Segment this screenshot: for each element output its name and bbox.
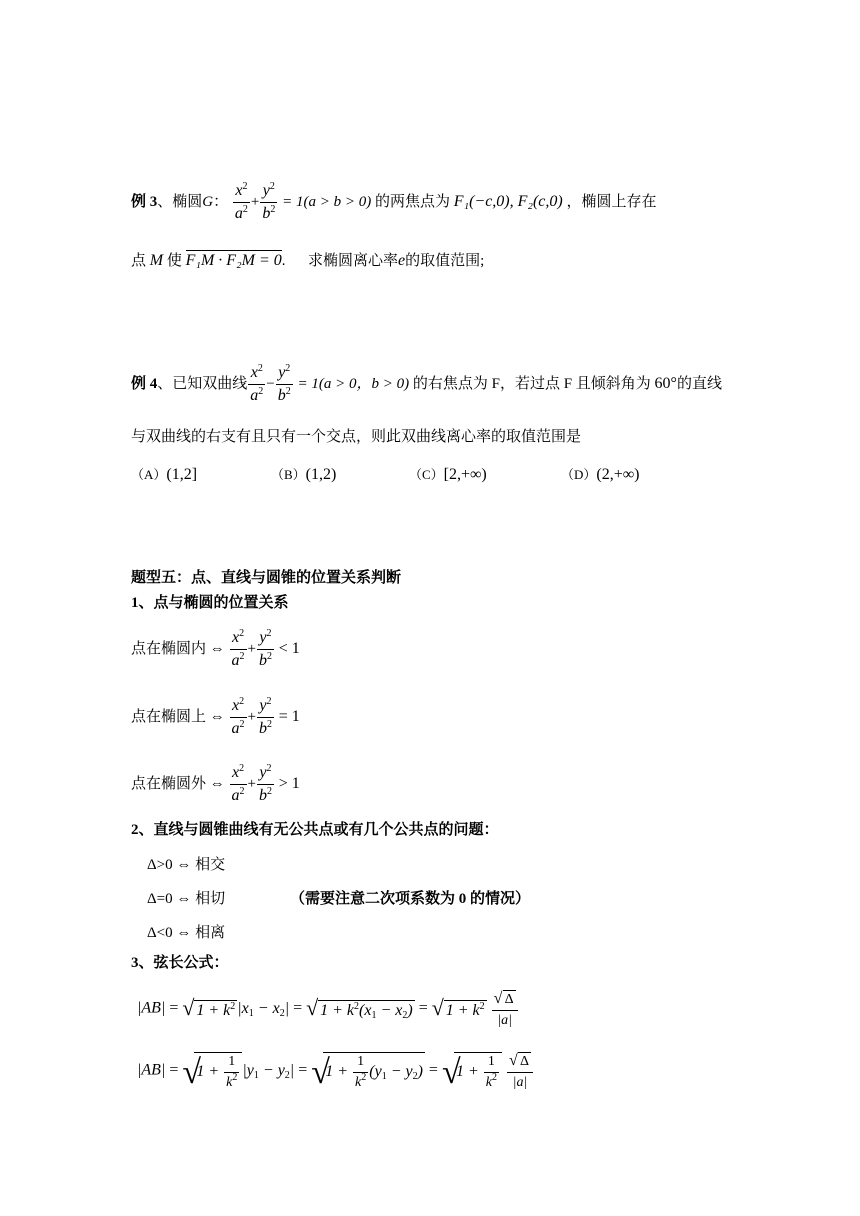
- ex4-line2: 与双曲线的右支有且只有一个交点，则此双曲线离心率的取值范围是: [131, 429, 582, 445]
- option-b-key: （B）: [271, 467, 306, 482]
- delta-eq: Δ=0: [147, 891, 173, 907]
- ex3-text1: 、椭圆: [157, 193, 203, 210]
- ex3-frac-x: $\frac{x^2}{a^2}$: [234, 181, 248, 222]
- ex3-vector-eq: F₁M · F₂M = 0: [185, 252, 282, 269]
- ex3-line2: [131, 253, 484, 269]
- section5-h1: 1、点与椭圆的位置关系: [131, 595, 289, 611]
- inside-relation: < 1: [278, 639, 300, 657]
- delta-lt-text: 相离: [195, 925, 226, 941]
- ex4-frac-y: $\frac{y^2}{b^2}$: [277, 363, 291, 404]
- ex4-text3: 的直线: [676, 375, 722, 392]
- ex4-text2: 的右焦点为 F，若过点 F 且倾斜角为: [412, 375, 651, 392]
- on-relation: = 1: [278, 707, 300, 725]
- ex3-m: M: [149, 252, 164, 269]
- ex3-text3: ，椭圆上存在: [566, 193, 657, 210]
- delta-gt-text: 相交: [195, 857, 226, 873]
- option-c-value: [2,+∞): [443, 466, 487, 483]
- option-b-value: (1,2): [305, 466, 337, 483]
- ex3-label: 例 3: [131, 193, 158, 210]
- ex3-line2a: 点: [131, 253, 147, 269]
- frac-y: $\frac{y^2}{b^2}$: [258, 763, 272, 804]
- frac-y: $\frac{y^2}{b^2}$: [258, 696, 272, 737]
- delta-eq-line: Δ=0 ⇔ 相切: [147, 891, 226, 907]
- point-on-line: 点在椭圆上 ⇔ $\frac{x^2}{a^2}$ + $\frac{y^2}{b^2}$ = 1: [131, 696, 300, 737]
- ex3-colon: ：: [213, 193, 229, 210]
- ex3-line2b: 使: [166, 253, 182, 269]
- chord-formula-1: |AB| = √ $1 + k^2$ $|x_1 - x_2|$ = √ $1 + k^2(x_1 - x_2)$ = √ $1 + k^2$ √ Δ |a|: [137, 990, 519, 1028]
- ex3-eq-tail: = 1(a > b > 0): [278, 193, 372, 210]
- delta-gt: Δ>0: [147, 857, 173, 873]
- ex3-g: G: [202, 193, 214, 210]
- ex4-text1: 、已知双曲线: [157, 375, 248, 392]
- delta-gt-line: Δ>0 ⇔ 相交: [147, 857, 226, 873]
- frac-x: $\frac{x^2}{a^2}$: [231, 763, 245, 804]
- frac-x: $\frac{x^2}{a^2}$: [231, 696, 245, 737]
- section5-h3: 3、弦长公式：: [131, 955, 229, 971]
- point-inside-line: 点在椭圆内 ⇔ $\frac{x^2}{a^2}$ + $\frac{y^2}{b^2}$ < 1: [131, 628, 300, 669]
- ex4-label: 例 4: [131, 375, 158, 392]
- point-outside-line: 点在椭圆外 ⇔ $\frac{x^2}{a^2}$ + $\frac{y^2}{b^2}$ > 1: [131, 763, 300, 804]
- ex3-e: e: [398, 252, 406, 269]
- chord-formula-2: |AB| = √ 1 + $\frac{1}{k^2}$ $|y_1 - y_2|$ = √ 1 + $\frac{1}{k^2}$ $(y_1 - y_2)$ = √ 1 + $\frac{1}{k^2}$ √ Δ |a|: [137, 1052, 534, 1090]
- section5-h2: 2、直线与圆锥曲线有无公共点或有几个公共点的问题：: [131, 822, 499, 838]
- ex3-foci: F₁(−c,0), F₂(c,0): [453, 192, 563, 210]
- note: （需要注意二次项系数为 0 的情况）: [290, 891, 531, 907]
- option-a-key: （A）: [131, 467, 167, 482]
- ex3-line1: 例 3、椭圆G： $\frac{x^2}{a^2}$ + $\frac{y^2}{b^2}$ = 1(a > b > 0) 的两焦点为 F₁(−c,0), F₂(c,0) ，椭圆上存在: [131, 181, 657, 222]
- frac-x: $\frac{x^2}{a^2}$: [231, 628, 245, 669]
- ex4-eq-tail: = 1(a > 0，b > 0): [293, 375, 410, 392]
- outside-relation: > 1: [278, 774, 300, 792]
- delta-eq-text: 相切: [195, 891, 226, 907]
- delta-over-a-2: √ Δ |a|: [507, 1052, 533, 1090]
- ex4-options: [131, 467, 639, 483]
- ex3-frac-y: $\frac{y^2}{b^2}$: [262, 181, 276, 222]
- option-d-key: （D）: [561, 467, 597, 482]
- ex3-line2d: 的取值范围;: [405, 253, 485, 269]
- section5-title: 题型五：点、直线与圆锥的位置关系判断: [131, 570, 402, 586]
- outside-label: 点在椭圆外: [131, 775, 207, 792]
- on-label: 点在椭圆上: [131, 708, 207, 725]
- option-a-value: (1,2]: [166, 466, 198, 483]
- delta-lt-line: Δ<0 ⇔ 相离: [147, 925, 226, 941]
- option-d-value: (2,+∞): [596, 466, 640, 483]
- ex3-text2: 的两焦点为: [374, 193, 450, 210]
- ex4-frac-x: $\frac{x^2}{a^2}$: [250, 363, 264, 404]
- frac-y: $\frac{y^2}{b^2}$: [258, 628, 272, 669]
- delta-over-a: √ Δ |a|: [492, 990, 518, 1028]
- option-c-key: （C）: [409, 467, 444, 482]
- inside-label: 点在椭圆内: [131, 640, 207, 657]
- ex3-line2c: . 求椭圆离心率: [281, 253, 398, 269]
- delta-lt: Δ<0: [147, 925, 173, 941]
- ex4-line1: 例 4、已知双曲线 $\frac{x^2}{a^2}$ − $\frac{y^2}{b^2}$ = 1(a > 0，b > 0) 的右焦点为 F，若过点 F 且倾斜角为 60°的直线: [131, 363, 722, 404]
- ex4-angle: 60°: [654, 374, 677, 392]
